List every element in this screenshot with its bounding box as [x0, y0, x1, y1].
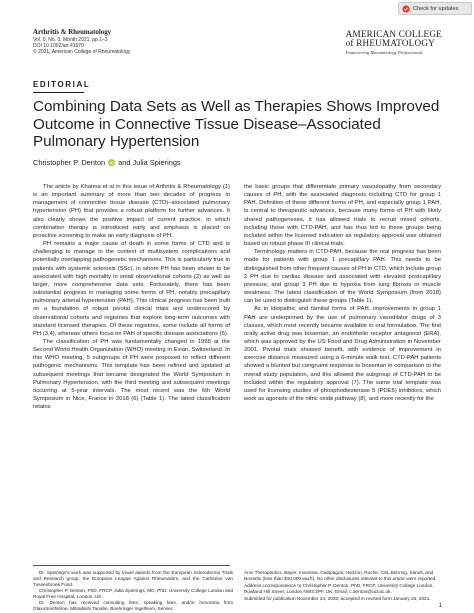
body-paragraph: the basic groups that differentiate primary vasculopathy from secondary causes of PH, with the associated diagnosis including CTD for group 1 PAH. Definition of these different forms of PH, and especially group 1 PAH, is central to therapeutic advances, because many forms of PH with likely shared pathogeneses, it has allowed trials to recruit mixed cohorts, including those with CTD-PAH, and has thus led to these groups being included within the licensed indication as regulatory approval was obtained based on robust phase III clinical trials.	[244, 184, 441, 248]
body-paragraph: As in idiopathic and familial forms of PAH, improvements in group 1 PAH are underpinned by the use of pulmonary vasodilator drugs of 3 classes, which most recently became available in oral formulation. The first orally active drug was bosentan, an endothelin receptor antagonist (ERA), which was approved by the US Food and Drug Administration in November 2001. Pivotal trials showed benefit, with evidence of improvement in exercise distance measured using a 6-minute walk test. CTD-PAH patients showed a blunted but congruent response to bosentan in comparison to the overall study population, and this allowed the subgroup of CTD-PAH to be included within the regulatory approval (7). The same trial template was used for licensing studies of phosphodiesterase 5 (PDE5) inhibitors, which work as agonists of the nitric oxide pathway (8), and more recently for the	[244, 306, 441, 403]
section-label: EDITORIAL	[33, 80, 91, 89]
author-rest[interactable]: and Julia Spierings	[118, 158, 181, 167]
footnote: Address correspondence to Christopher P. Denton, PhD, FRCP, University College London, Rowland Hill Street, London NW3 2PF, UK. Email: c.denton@ucl.ac.uk.	[244, 583, 434, 594]
logo-line-1: AMERICAN COLLEGE	[345, 29, 442, 39]
journal-copyright: © 2021, American College of Rheumatology	[33, 49, 131, 56]
journal-info	[33, 29, 130, 56]
left-column	[33, 183, 230, 411]
footnote: Submitted for publication November 24, 2020; accepted in revised form January 26, 2021.	[244, 596, 431, 601]
check-for-updates-label: Check for updates	[413, 5, 459, 12]
body-paragraph: The classification of PH was fundamentally changed in 1998 at the Second World Health Organization (WHO) meeting in Evian, Switzerland. In this WHO meeting, 5 subgroups of PH were proposed to reflect different pathogenic mechanisms. This template has been refined and updated at subsequent meetings that became designated the World Symposium in Pulmonary Hypertension, with the third meeting and subsequent meetings occurring at 5-year intervals. The most recent was the 6th World Symposium in Nice, France in 2018 (6) (Table 1). The latest classification retains	[33, 338, 230, 411]
acr-logo	[346, 30, 442, 55]
author-line	[33, 158, 181, 167]
footnote: Christopher P. Denton, PhD, FRCP, Julia Spierings, MD, PhD: University College London and Royal Free Hospital, London, UK.	[33, 588, 233, 599]
section-divider	[33, 92, 84, 93]
body-paragraph: PH remains a major cause of death in some forms of CTD and is challenging to manage in the context of multisystem complications and potentially overlapping pathogenetic mechanisms. This is particularly true in patients with systemic sclerosis (SSc), in whom PH has been shown to be associated with high mortality in small observational cohorts (2) as well as larger, more comprehensive data sets. Fortunately, there has been substantial progress in managing some forms of PH, notably precapillary pulmonary arterial hypertension (PAH). This clinical progress has been built on a foundation of robust pivotal clinical trials and underscored by observational cohorts and registries that explore long-term outcomes with standard licensed therapies. Of these registries, some include all forms of PH (3,4), whereas others focus on PAH of specific disease associations (5).	[33, 241, 230, 337]
journal-name: Arthritis & Rheumatology	[33, 29, 112, 36]
footnote-divider	[33, 565, 230, 566]
footnote: Dr. Spierings's work was supported by travel awards from the European Scleroderma Trials and Research group, the European League Against Rheumatism, and the Catharine van Tussenbroek Fund.	[33, 570, 233, 587]
logo-line-2: of RHEUMATOLOGY	[345, 38, 435, 49]
right-column	[244, 183, 441, 403]
footnote: Dr. Denton has received consulting fees, speaking fees, and/or honoraria from GlaxoSmithKline, Mitsubishi Tanabe, Boehringer Ingelheim, Servier,	[33, 600, 233, 611]
logo-tagline: Empowering Rheumatology Professionals	[345, 49, 423, 55]
journal-doi: DOI 10.1002/art.41670	[33, 43, 84, 50]
check-for-updates-button[interactable]	[398, 2, 472, 15]
body-paragraph: The article by Khanna et al in this issue of Arthritis & Rheumatology (1) is an important summary of more than two decades of progress in management of connective tissue disease (CTD)–associated pulmonary hypertension (PH) that provides a robust platform for further advances. It also clearly shows the positive impact of current practice, in which combination therapy is introduced early and emphasis is placed on proactive screening to make an early diagnosis of PH.	[33, 184, 230, 239]
footnotes-right	[244, 570, 444, 603]
page-number: 1	[438, 603, 442, 609]
footnotes-left	[33, 570, 233, 612]
author-first[interactable]: Christopher P. Denton	[33, 158, 106, 167]
journal-volume: Vol. 0, No. 0, Month 2021, pp 1–3	[33, 37, 108, 43]
article-title: Combining Data Sets as Well as Therapies Shows Improved Outcome in Connective Tissue Disease–Associated Pulmonary Hypertension	[33, 98, 440, 151]
body-paragraph: Terminology matters in CTD-PAH, because the real progress has been made for patients with group 1 precapillary PAH. This needs to be distinguished from other frequent causes of PH in CTD, which include group 2 PH due to cardiac disease and associated with elevated postcapillary pressure, and group 3 PH due to hypoxia from lung fibrosis or muscle weakness. The latest classification of the World Symposium (from 2018) can be used to distinguish these groups (Table 1).	[244, 249, 441, 305]
crossmark-icon	[402, 5, 410, 13]
orcid-icon[interactable]: iD	[109, 160, 114, 165]
footnote: Arxx Therapeutics, Bayer, Inventiva, Galápagos, Horizon, Roche, CSL Behring, Sanofi, and Novartis (less than $10,000 each). No other disclosures relevant to this article were reported.	[244, 570, 437, 581]
